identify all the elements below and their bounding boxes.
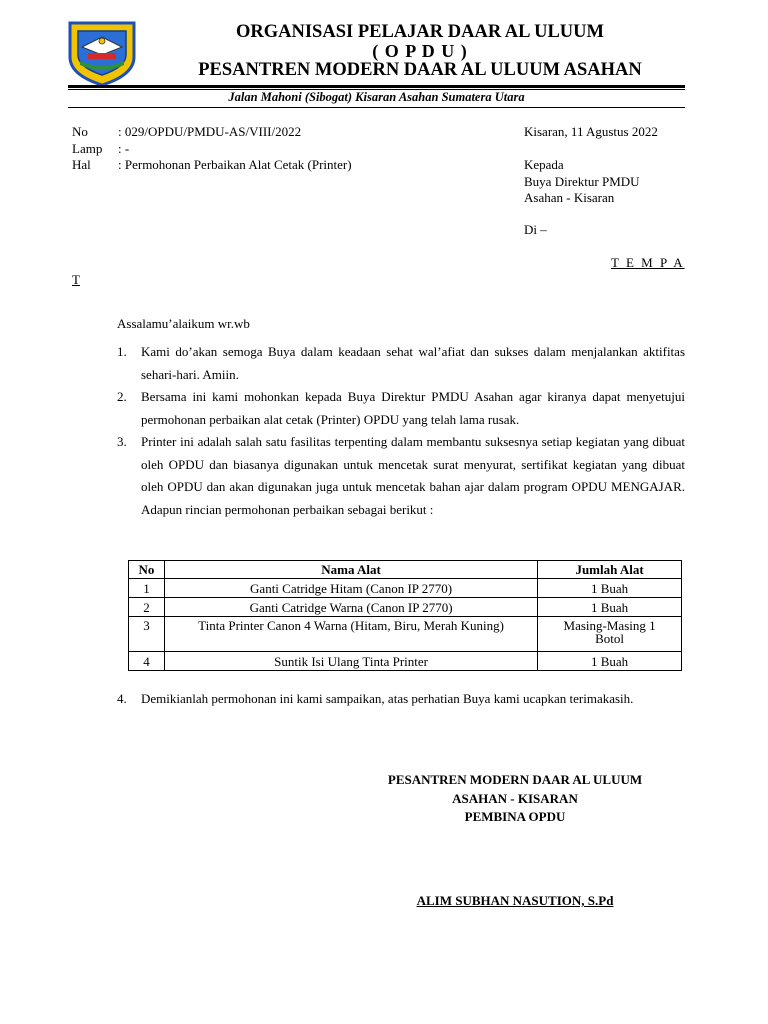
table-row — [129, 598, 682, 617]
point-4-number: 4. — [117, 691, 127, 706]
cell-nama-alat: Tinta Printer Canon 4 Warna (Hitam, Biru, Merah Kuning) — [164, 617, 537, 652]
cell-no: 3 — [129, 617, 165, 652]
cell-jumlah: 1 Buah — [538, 652, 682, 671]
point-1-text: Kami do’akan semoga Buya dalam keadaan sehat wal’afiat dan sukses dalam menjalankan aktifitas sehari-hari. Amiin. — [141, 344, 685, 382]
hal-label: Hal — [72, 157, 91, 172]
point-2-number: 2. — [117, 389, 127, 404]
signature-line3: PEMBINA OPDU — [464, 809, 566, 824]
recipient-tempat: T E M P A — [611, 255, 685, 270]
point-2-text: Bersama ini kami mohonkan kepada Buya Direktur PMDU Asahan agar kiranya dapat menyetujui permohonan perbaikan alat cetak (Printer) OPDU yang telah lama rusak. — [141, 389, 685, 427]
point-4-text: Demikianlah permohonan ini kami sampaikan, atas perhatian Buya kami ucapkan terimakasih. — [141, 691, 634, 706]
no-label: No — [72, 124, 88, 139]
table-header-row — [129, 561, 682, 579]
recipient-line2: Buya Direktur PMDU — [524, 174, 640, 189]
table-row — [129, 652, 682, 671]
lamp-label: Lamp — [72, 141, 103, 156]
point-3-number: 3. — [117, 434, 127, 449]
table-row — [129, 579, 682, 598]
cell-no: 4 — [129, 652, 165, 671]
col-header-nama-alat: Nama Alat — [164, 561, 537, 579]
signature-line2: ASAHAN - KISARAN — [452, 791, 578, 806]
hal-value: : Permohonan Perbaikan Alat Cetak (Printer) — [118, 157, 352, 172]
no-value: : 029/OPDU/PMDU-AS/VIII/2022 — [118, 124, 302, 139]
org-abbreviation: ( O P D U ) — [372, 41, 468, 61]
item-table — [128, 560, 682, 671]
recipient-line1: Kepada — [524, 157, 564, 172]
org-name-line3: PESANTREN MODERN DAAR AL ULUUM ASAHAN — [198, 60, 642, 80]
col-header-no: No — [129, 561, 165, 579]
point-1-number: 1. — [117, 344, 127, 359]
cell-nama-alat: Ganti Catridge Warna (Canon IP 2770) — [164, 598, 537, 617]
address-rule — [68, 107, 685, 108]
signature-line1: PESANTREN MODERN DAAR AL ULUUM — [387, 772, 643, 787]
organization-logo — [66, 17, 138, 87]
recipient-line3: Asahan - Kisaran — [524, 190, 615, 205]
cell-jumlah: Masing-Masing 1 Botol — [538, 617, 682, 652]
point-3-text: Printer ini adalah salah satu fasilitas terpenting dalam membantu suksesnya setiap kegiatan yang dibuat oleh OPDU dan biasanya digunakan untuk mencetak surat menyurat, sertifikat kegiatan yang dibuat oleh OPDU dan akan digunakan juga untuk mencetak bahan ajar dalam program OPDU MENGAJAR. Adapun rincian permohonan perbaikan sebagai berikut : — [141, 434, 685, 518]
cell-no: 1 — [129, 579, 165, 598]
table-row — [129, 617, 682, 652]
recipient-di: Di – — [524, 222, 547, 237]
cell-nama-alat: Ganti Catridge Hitam (Canon IP 2770) — [164, 579, 537, 598]
lamp-value: : - — [118, 141, 130, 156]
cell-nama-alat: Suntik Isi Ulang Tinta Printer — [164, 652, 537, 671]
org-name-line1: ORGANISASI PELAJAR DAAR AL ULUUM — [236, 22, 604, 42]
org-address: Jalan Mahoni (Sibogat) Kisaran Asahan Sumatera Utara — [228, 90, 525, 104]
col-header-jumlah-alat: Jumlah Alat — [538, 561, 682, 579]
greeting: Assalamu’alaikum wr.wb — [117, 316, 250, 331]
recipient-tempat-wrap: T — [72, 272, 80, 287]
cell-jumlah: 1 Buah — [538, 598, 682, 617]
cell-no: 2 — [129, 598, 165, 617]
cell-jumlah: 1 Buah — [538, 579, 682, 598]
letter-date: Kisaran, 11 Agustus 2022 — [524, 124, 658, 139]
header-rule-thick — [68, 85, 685, 88]
signatory-name: ALIM SUBHAN NASUTION, S.Pd — [416, 893, 614, 908]
